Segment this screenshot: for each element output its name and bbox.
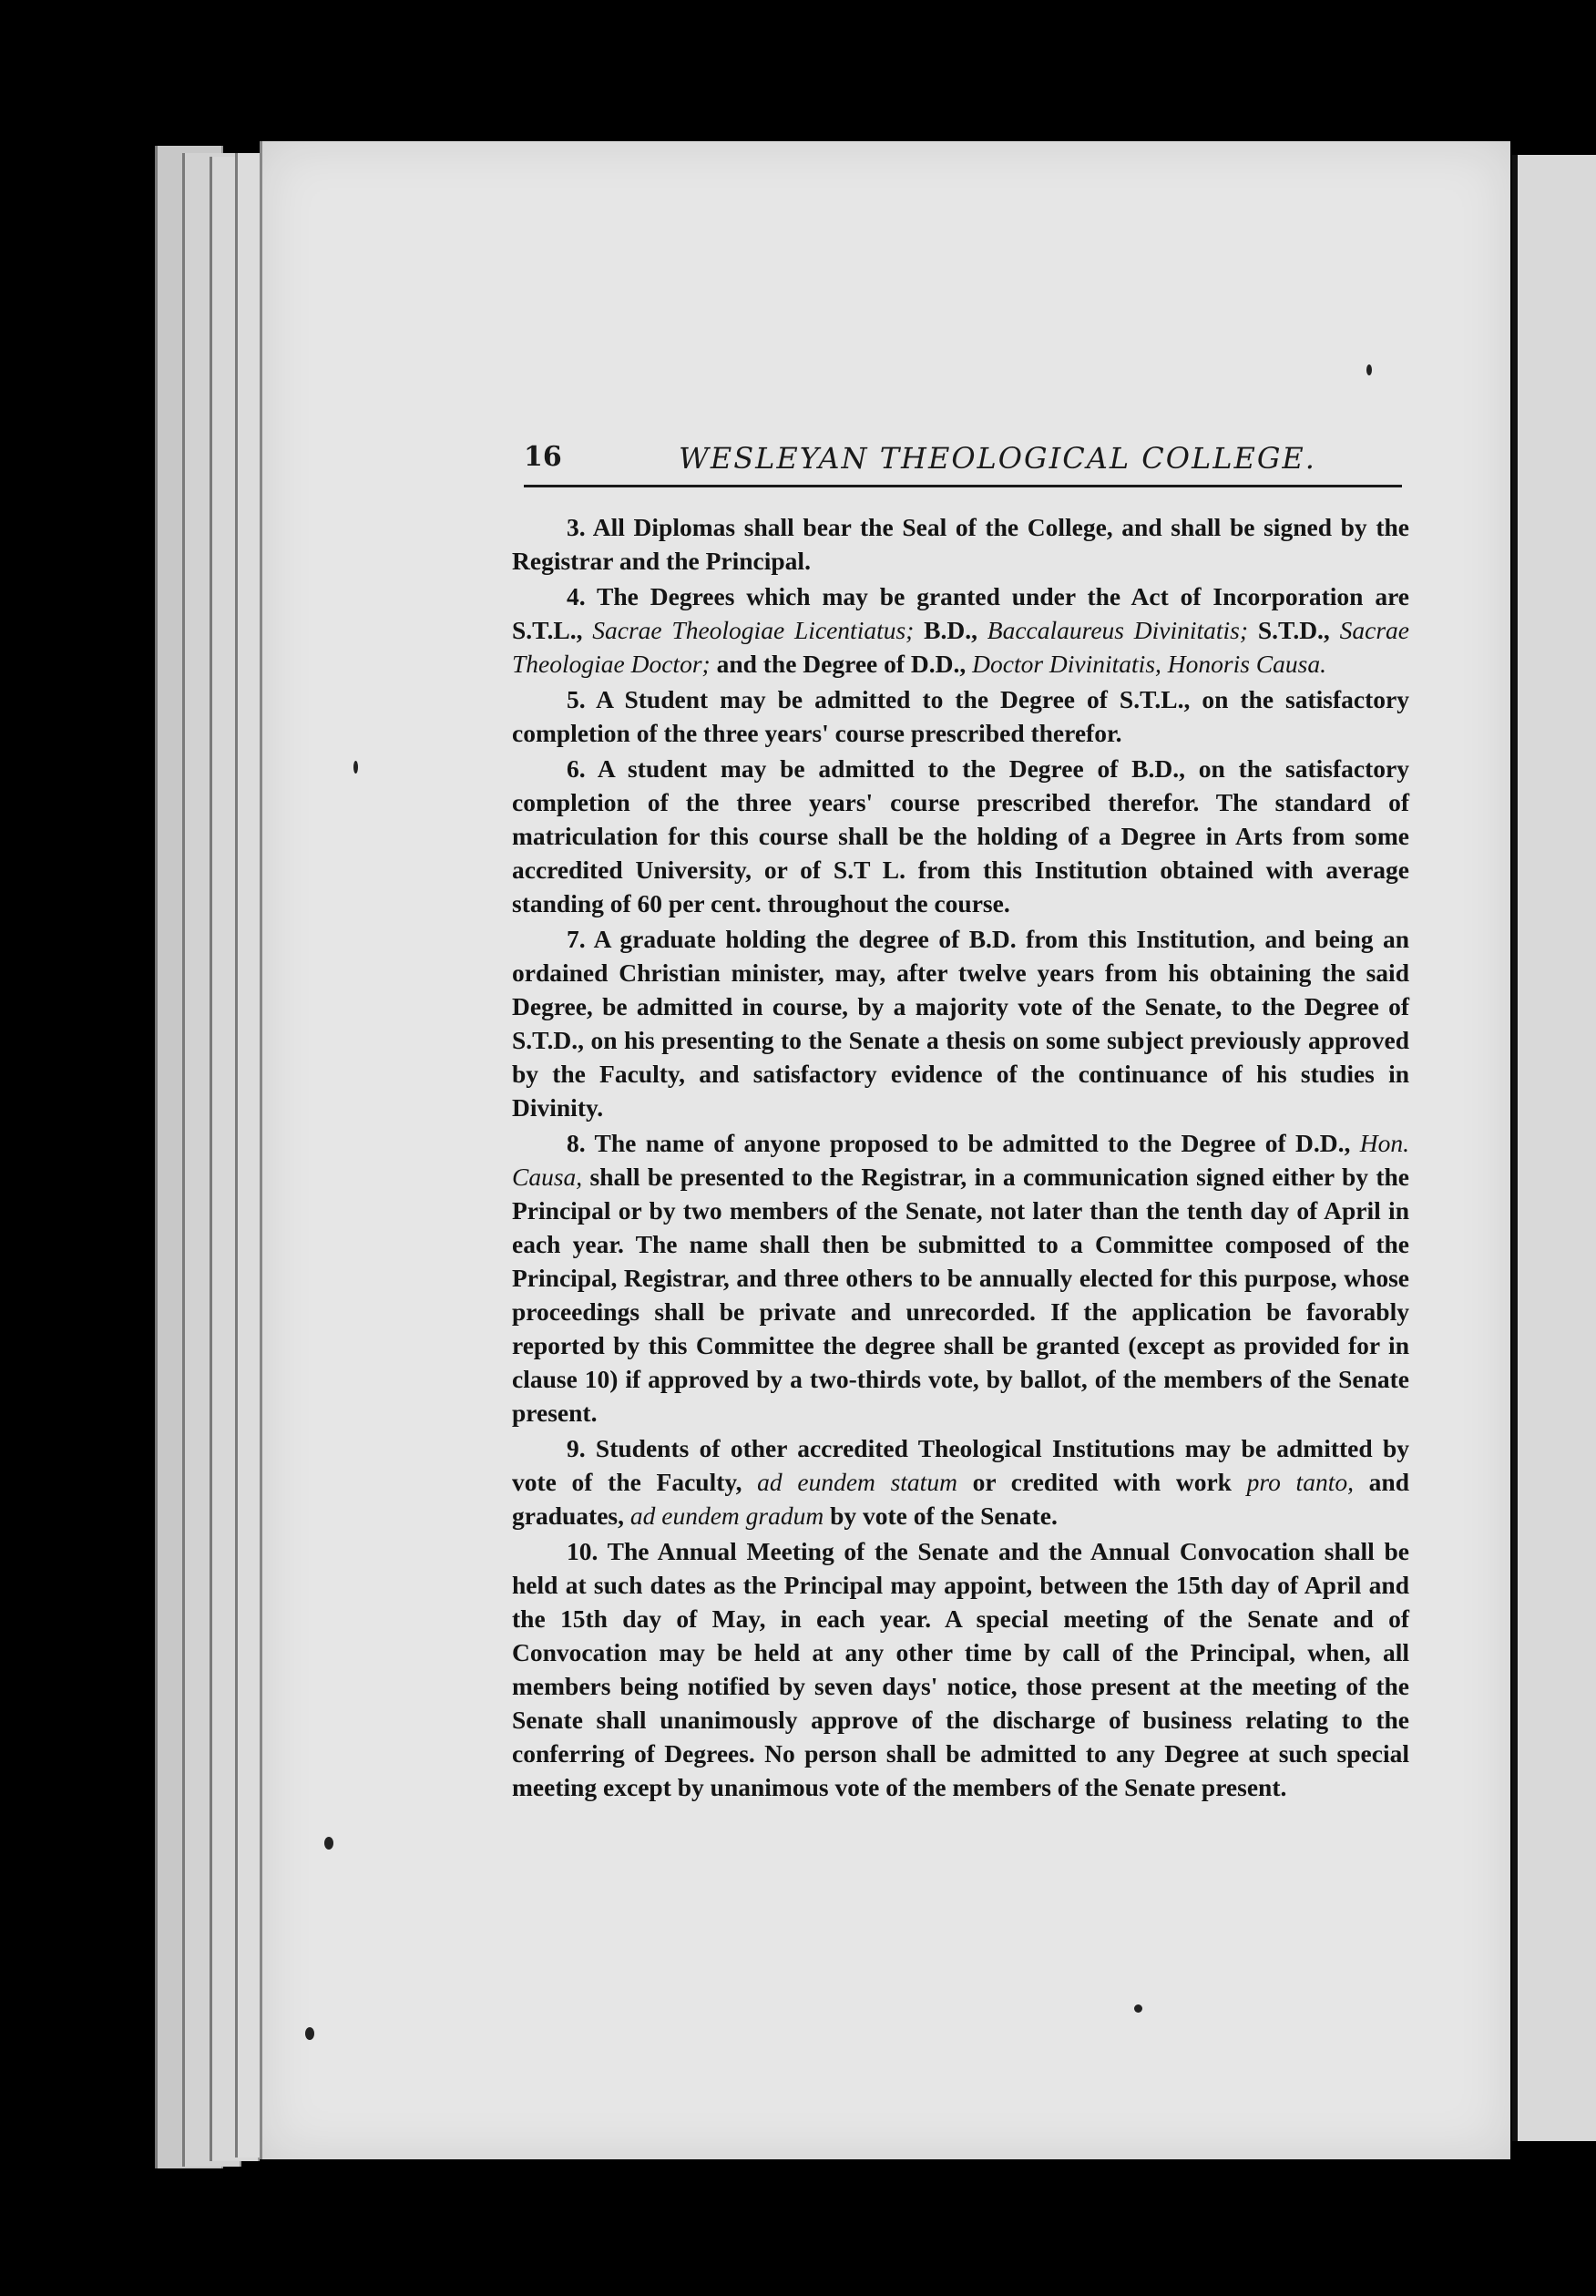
clause-7: 7. A graduate holding the degree of B.D. from this Institution, and being an ordained Christian minister, may, after twelve years from his obtaining the said Degree, be admitted in course, by a majority vote of the Senate, to the Degree of S.T.D., on his presenting to the Senate a thesis on some subject previously approved by the Faculty, and satisfactory evidence of the continuance of his studies in Divinity. (512, 925, 1409, 1122)
clause-5: 5. A Student may be admitted to the Degree of S.T.L., on the satisfactory completion of the three years' course prescribed therefor. (512, 685, 1409, 747)
page-header (524, 441, 1402, 487)
running-title: WESLEYAN THEOLOGICAL COLLEGE. (679, 441, 1316, 476)
ink-speck (305, 2027, 314, 2040)
ink-speck (353, 761, 358, 774)
clause-4: 4. The Degrees which may be granted under the Act of Incorporation are S.T.L., Sacrae Theologiae Licentiatus; B.D., Baccalaureus Divinitatis; S.T.D., Sacrae Theologiae Doctor; and the Degree of D.D., Doctor Divinitatis, Honoris Causa. (512, 582, 1409, 678)
clause-3: 3. All Diplomas shall bear the Seal of the College, and shall be signed by the Registrar and the Principal. (512, 513, 1409, 575)
clause-8: 8. The name of anyone proposed to be admitted to the Degree of D.D., Hon. Causa, shall be presented to the Registrar, in a communication signed either by the Principal or by two members of the Senate, not later than the tenth day of April in each year. The name shall then be submitted to a Committee composed of the Principal, Registrar, and three others to be annually elected for this purpose, whose proceedings shall be private and unrecorded. If the application be favorably reported by this Committee the degree shall be granted (except as provided for in clause 10) if approved by a two-thirds vote, by ballot, of the members of the Senate present. (512, 1129, 1409, 1427)
page-number: 16 (524, 441, 562, 473)
clause-10: 10. The Annual Meeting of the Senate and the Annual Convocation shall be held at such dates as the Principal may appoint, between the 15th day of April and the 15th day of May, in each year. A special meeting of the Senate and of Convocation may be held at any other time by call of the Principal, when, all members being notified by seven days' notice, those present at the meeting of the Senate shall unanimously approve of the discharge of business relating to the conferring of Degrees. No person shall be admitted to any Degree at such special meeting except by unanimous vote of the members of the Senate present. (512, 1537, 1409, 1801)
clause-9: 9. Students of other accredited Theological Institutions may be admitted by vote of the Faculty, ad eundem statum or credited with work pro tanto, and graduates, ad eundem gradum by vote of the Senate. (512, 1434, 1410, 1530)
ink-speck (1134, 2004, 1142, 2013)
body-text (512, 510, 1409, 1806)
clause-6: 6. A student may be admitted to the Degree of B.D., on the satisfactory completion of the three years' course prescribed therefor. The standard of matriculation for this course shall be the holding of a Degree in Arts from some accredited University, or of S.T L. from this Institution obtained with average standing of 60 per cent. throughout the course. (512, 754, 1409, 917)
ink-speck (324, 1837, 333, 1850)
ink-speck (1366, 364, 1372, 375)
facing-page-edge (1512, 155, 1596, 2141)
